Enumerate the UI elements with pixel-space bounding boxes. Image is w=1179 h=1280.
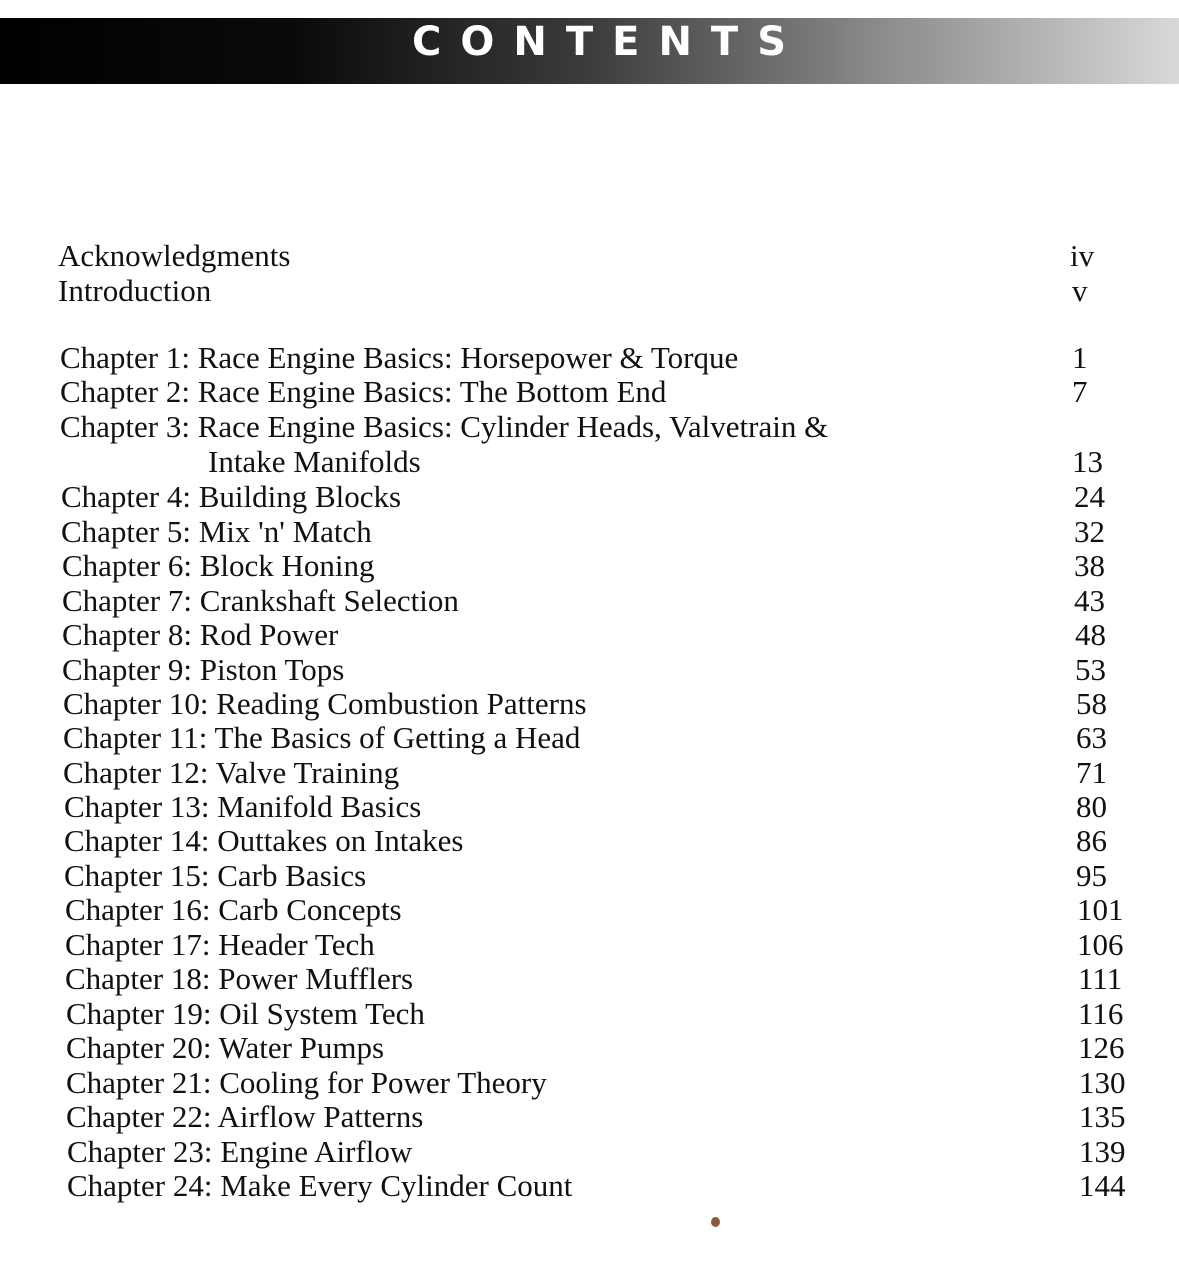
toc-entry-chapter-4[interactable] <box>61 479 1131 515</box>
entry-page: 38 <box>1074 548 1105 583</box>
entry-page: 48 <box>1075 617 1106 652</box>
toc-entry-chapter-23[interactable] <box>67 1134 1137 1170</box>
entry-title: Chapter 11: The Basics of Getting a Head <box>63 720 581 755</box>
entry-page: 80 <box>1076 789 1107 824</box>
entry-title: Chapter 20: Water Pumps <box>66 1030 385 1065</box>
entry-page: 43 <box>1074 583 1105 618</box>
toc-entry-chapter-1[interactable] <box>60 340 1130 376</box>
entry-page: 58 <box>1076 686 1107 721</box>
toc-entry-chapter-3[interactable] <box>60 409 1130 445</box>
entry-title: Chapter 24: Make Every Cylinder Count <box>67 1168 573 1203</box>
toc-entry-chapter-20[interactable] <box>66 1030 1136 1066</box>
entry-title: Chapter 4: Building Blocks <box>61 479 402 514</box>
entry-page: 111 <box>1078 961 1123 996</box>
entry-title: Chapter 6: Block Honing <box>62 548 375 583</box>
toc-entry-chapter-11[interactable] <box>63 720 1133 756</box>
toc-entry-chapter-3-continuation[interactable] <box>60 444 1130 480</box>
toc-entry-chapter-6[interactable] <box>62 548 1132 584</box>
entry-title: Acknowledgments <box>58 238 291 273</box>
entry-title: Chapter 22: Airflow Patterns <box>66 1099 424 1134</box>
toc-entry-chapter-24[interactable] <box>67 1168 1137 1204</box>
entry-page: 135 <box>1079 1099 1126 1134</box>
entry-title: Chapter 16: Carb Concepts <box>65 892 402 927</box>
entry-title: Chapter 19: Oil System Tech <box>66 996 425 1031</box>
entry-page: 116 <box>1078 996 1124 1031</box>
entry-page: 139 <box>1079 1134 1126 1169</box>
entry-page: 63 <box>1076 720 1107 755</box>
entry-page: 24 <box>1074 479 1105 514</box>
entry-page: 71 <box>1076 755 1107 790</box>
entry-title: Chapter 9: Piston Tops <box>62 652 345 687</box>
entry-page: 32 <box>1074 514 1105 549</box>
entry-title: Chapter 2: Race Engine Basics: The Bottom End <box>60 374 667 409</box>
entry-page: 126 <box>1078 1030 1125 1065</box>
toc-entry-chapter-2[interactable] <box>60 374 1130 410</box>
entry-title: Introduction <box>58 273 212 308</box>
toc-entry-chapter-12[interactable] <box>63 755 1133 791</box>
toc-entry-chapter-18[interactable] <box>65 961 1135 997</box>
entry-title: Chapter 17: Header Tech <box>65 927 375 962</box>
entry-title: Chapter 7: Crankshaft Selection <box>62 583 459 618</box>
toc-entry-chapter-16[interactable] <box>65 892 1135 928</box>
entry-page: 130 <box>1079 1065 1126 1100</box>
toc-entry-chapter-8[interactable] <box>62 617 1132 653</box>
entry-title: Chapter 1: Race Engine Basics: Horsepower & Torque <box>60 340 739 375</box>
entry-title: Chapter 8: Rod Power <box>62 617 339 652</box>
entry-title: Chapter 10: Reading Combustion Patterns <box>63 686 587 721</box>
entry-page: iv <box>1070 238 1095 273</box>
entry-page: 86 <box>1076 823 1107 858</box>
entry-page: 144 <box>1079 1168 1126 1203</box>
entry-title: Chapter 21: Cooling for Power Theory <box>66 1065 547 1100</box>
toc-entry-chapter-10[interactable] <box>63 686 1133 722</box>
entry-title: Chapter 12: Valve Training <box>63 755 400 790</box>
entry-title: Chapter 5: Mix 'n' Match <box>61 514 372 549</box>
toc-entry-chapter-21[interactable] <box>66 1065 1136 1101</box>
entry-page: 53 <box>1075 652 1106 687</box>
entry-title: Chapter 15: Carb Basics <box>64 858 367 893</box>
entry-page: 106 <box>1077 927 1124 962</box>
paper-stain-spot <box>711 1217 720 1227</box>
toc-entry-introduction[interactable] <box>58 273 1098 309</box>
page-title: CONTENTS <box>412 19 806 65</box>
entry-title-continuation: Intake Manifolds <box>208 444 421 479</box>
toc-entry-chapter-7[interactable] <box>62 583 1132 619</box>
toc-entry-chapter-14[interactable] <box>64 823 1134 859</box>
toc-entry-chapter-15[interactable] <box>64 858 1134 894</box>
entry-title: Chapter 18: Power Mufflers <box>65 961 414 996</box>
entry-title: Chapter 13: Manifold Basics <box>64 789 422 824</box>
entry-page: 7 <box>1072 374 1088 409</box>
toc-entry-chapter-5[interactable] <box>61 514 1131 550</box>
entry-page: v <box>1072 273 1088 308</box>
entry-page: 95 <box>1076 858 1107 893</box>
toc-entry-chapter-9[interactable] <box>62 652 1132 688</box>
entry-title: Chapter 23: Engine Airflow <box>67 1134 413 1169</box>
entry-page: 1 <box>1072 340 1088 375</box>
entry-page: 13 <box>1072 444 1103 479</box>
entry-page: 101 <box>1077 892 1124 927</box>
toc-entry-chapter-19[interactable] <box>66 996 1136 1032</box>
toc-entry-chapter-13[interactable] <box>64 789 1134 825</box>
toc-entry-chapter-17[interactable] <box>65 927 1135 963</box>
toc-entry-acknowledgments[interactable] <box>58 238 1098 274</box>
toc-entry-chapter-22[interactable] <box>66 1099 1136 1135</box>
entry-title: Chapter 3: Race Engine Basics: Cylinder Heads, Valvetrain & <box>60 409 829 444</box>
entry-title: Chapter 14: Outtakes on Intakes <box>64 823 464 858</box>
